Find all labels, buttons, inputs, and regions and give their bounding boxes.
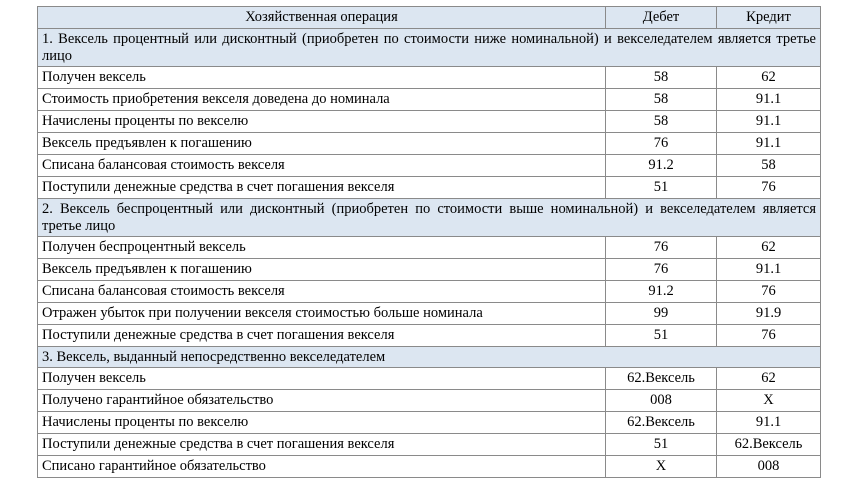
operation-cell: Вексель предъявлен к погашению — [38, 133, 606, 155]
transactions-table-container — [37, 6, 820, 478]
credit-cell: 62 — [717, 237, 821, 259]
table-row — [38, 155, 821, 177]
credit-cell: 58 — [717, 155, 821, 177]
table-row — [38, 456, 821, 478]
credit-cell: 91.1 — [717, 133, 821, 155]
table-row — [38, 111, 821, 133]
debit-cell: 91.2 — [606, 155, 717, 177]
debit-cell: 99 — [606, 303, 717, 325]
credit-cell: 62 — [717, 67, 821, 89]
operation-cell: Поступили денежные средства в счет погашения векселя — [38, 177, 606, 199]
table-row — [38, 237, 821, 259]
section-title: 3. Вексель, выданный непосредственно векселедателем — [38, 347, 821, 368]
credit-cell: X — [717, 390, 821, 412]
section-row — [38, 347, 821, 368]
debit-cell: 58 — [606, 89, 717, 111]
debit-cell: 008 — [606, 390, 717, 412]
section-row — [38, 29, 821, 67]
table-row — [38, 281, 821, 303]
table-row — [38, 325, 821, 347]
operation-cell: Получен вексель — [38, 368, 606, 390]
operation-cell: Отражен убыток при получении векселя стоимостью больше номинала — [38, 303, 606, 325]
operation-cell: Списано гарантийное обязательство — [38, 456, 606, 478]
debit-cell: 51 — [606, 434, 717, 456]
debit-cell: 51 — [606, 325, 717, 347]
debit-cell: 58 — [606, 111, 717, 133]
table-row — [38, 89, 821, 111]
table-row — [38, 412, 821, 434]
credit-cell: 91.9 — [717, 303, 821, 325]
debit-cell: 62.Вексель — [606, 412, 717, 434]
section-title: 2. Вексель беспроцентный или дисконтный (приобретен по стоимости выше номинальной) и векселедателем является третье лицо — [38, 199, 821, 237]
table-row — [38, 133, 821, 155]
header-credit: Кредит — [717, 7, 821, 29]
operation-cell: Получено гарантийное обязательство — [38, 390, 606, 412]
operation-cell: Стоимость приобретения векселя доведена до номинала — [38, 89, 606, 111]
operation-cell: Поступили денежные средства в счет погашения векселя — [38, 325, 606, 347]
header-debit: Дебет — [606, 7, 717, 29]
credit-cell: 91.1 — [717, 111, 821, 133]
debit-cell: 51 — [606, 177, 717, 199]
table-row — [38, 177, 821, 199]
operation-cell: Начислены проценты по векселю — [38, 412, 606, 434]
credit-cell: 91.1 — [717, 259, 821, 281]
credit-cell: 76 — [717, 325, 821, 347]
credit-cell: 76 — [717, 177, 821, 199]
table-row — [38, 259, 821, 281]
debit-cell: X — [606, 456, 717, 478]
table-row — [38, 368, 821, 390]
debit-cell: 58 — [606, 67, 717, 89]
section-row — [38, 199, 821, 237]
credit-cell: 62 — [717, 368, 821, 390]
table-row — [38, 434, 821, 456]
operation-cell: Получен беспроцентный вексель — [38, 237, 606, 259]
debit-cell: 62.Вексель — [606, 368, 717, 390]
operation-cell: Начислены проценты по векселю — [38, 111, 606, 133]
debit-cell: 76 — [606, 259, 717, 281]
credit-cell: 91.1 — [717, 89, 821, 111]
credit-cell: 62.Вексель — [717, 434, 821, 456]
debit-cell: 91.2 — [606, 281, 717, 303]
credit-cell: 91.1 — [717, 412, 821, 434]
section-title: 1. Вексель процентный или дисконтный (приобретен по стоимости ниже номинальной) и векселедателем является третье лицо — [38, 29, 821, 67]
operation-cell: Списана балансовая стоимость векселя — [38, 281, 606, 303]
transactions-table — [37, 6, 821, 478]
operation-cell: Получен вексель — [38, 67, 606, 89]
credit-cell: 76 — [717, 281, 821, 303]
debit-cell: 76 — [606, 237, 717, 259]
table-header-row — [38, 7, 821, 29]
operation-cell: Списана балансовая стоимость векселя — [38, 155, 606, 177]
header-operation: Хозяйственная операция — [38, 7, 606, 29]
table-row — [38, 303, 821, 325]
table-row — [38, 67, 821, 89]
debit-cell: 76 — [606, 133, 717, 155]
credit-cell: 008 — [717, 456, 821, 478]
operation-cell: Поступили денежные средства в счет погашения векселя — [38, 434, 606, 456]
table-row — [38, 390, 821, 412]
operation-cell: Вексель предъявлен к погашению — [38, 259, 606, 281]
